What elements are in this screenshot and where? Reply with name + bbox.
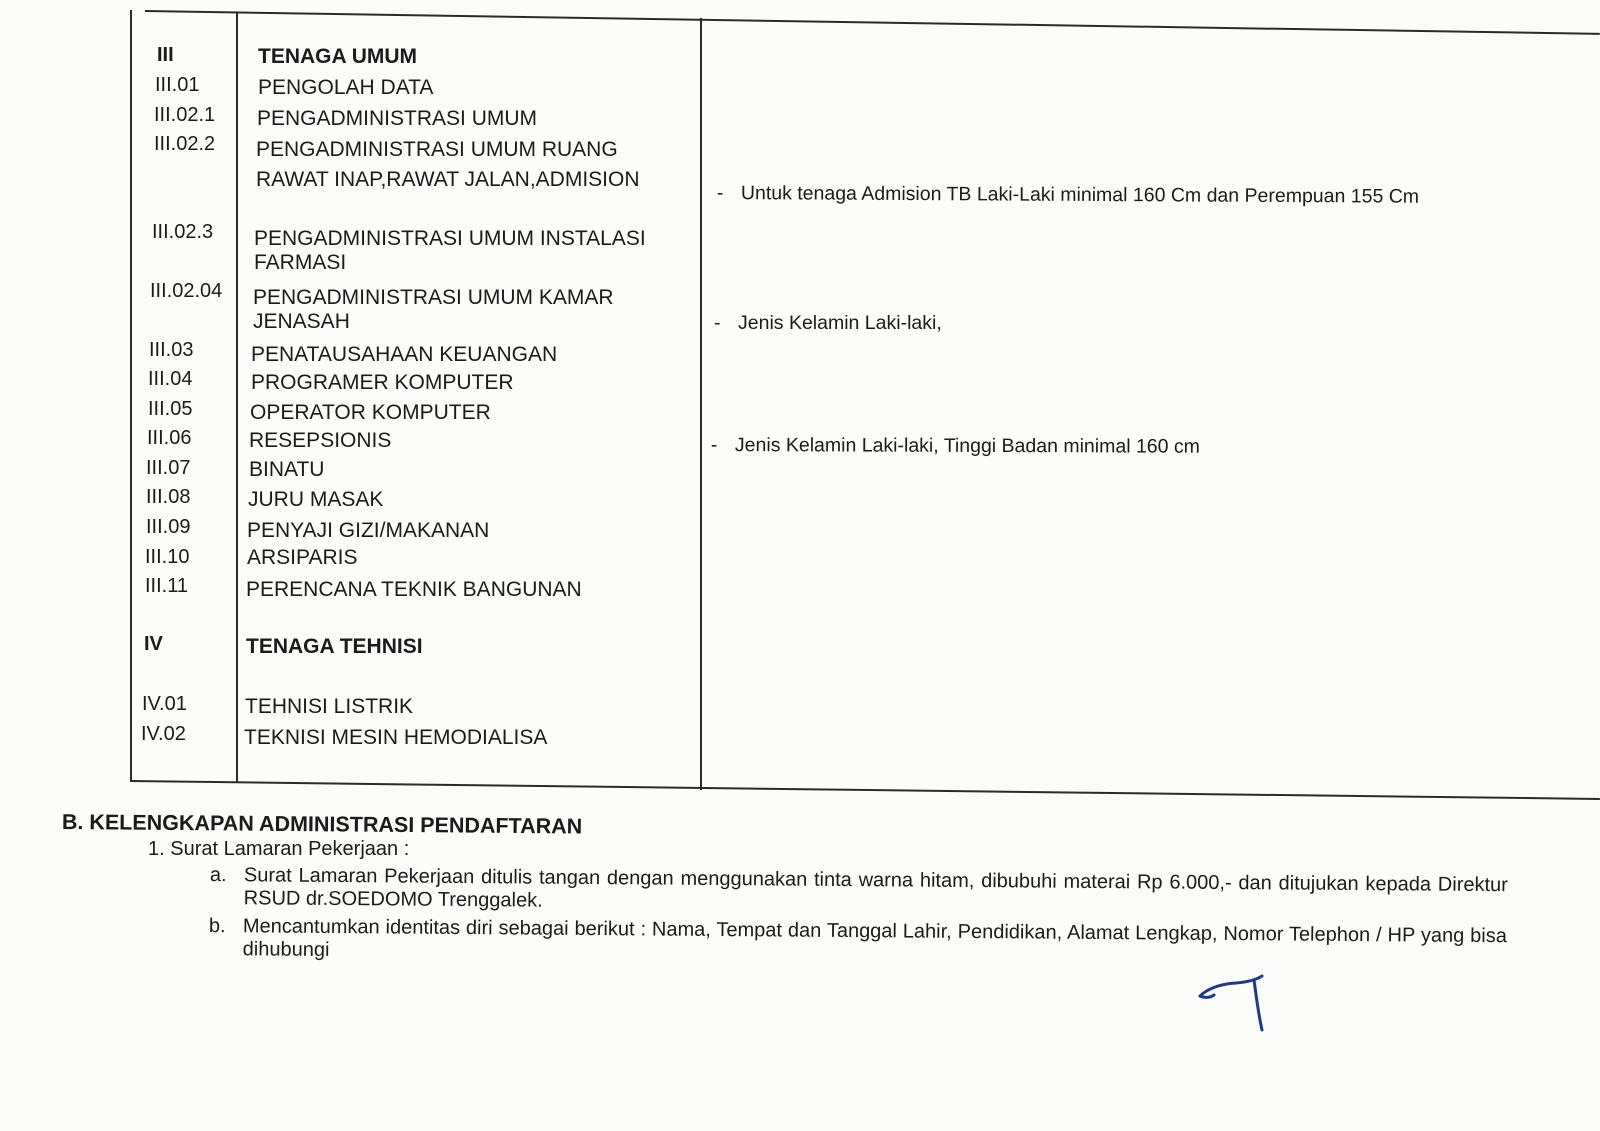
row-label: PENGADMINISTRASI UMUM INSTALASI [254, 227, 646, 250]
table-col-divider-2 [700, 18, 702, 790]
row-label: PENGOLAH DATA [258, 76, 434, 99]
row-code: III.10 [145, 546, 190, 568]
sub-item-b: b. Mencantumkan identitas diri sebagai berikut : Nama, Tempat dan Tanggal Lahir, Pendidikan, Alamat Lengkap, Nomor Telephon / HP yang bisa dihubungi [208, 915, 1507, 961]
row-code: III.03 [149, 339, 194, 361]
sub-item-a: a. Surat Lamaran Pekerjaan ditulis tangan dengan menggunakan tinta warna hitam, dibubuhi materai Rp 6.000,- dan ditujukan kepada Direktur RSUD dr.SOEDOMO Trenggalek. [209, 864, 1508, 912]
table-top-border [145, 10, 1600, 35]
row-label: PERENCANA TEKNIK BANGUNAN [246, 578, 582, 601]
section-title-iv: TENAGA TEHNISI [246, 635, 423, 658]
row-code: III.02.2 [154, 133, 216, 155]
section-b-title: B. KELENGKAPAN ADMINISTRASI PENDAFTARAN [61, 810, 583, 839]
row-code: IV.01 [142, 693, 187, 715]
table-bottom-border [130, 780, 1600, 800]
row-code: III.02.04 [150, 280, 223, 302]
row-label: BINATU [249, 458, 325, 481]
row-code: III.04 [148, 368, 193, 390]
row-label: TEHNISI LISTRIK [245, 695, 414, 718]
row-label: OPERATOR KOMPUTER [250, 401, 491, 424]
section-title-iii: TENAGA UMUM [258, 45, 418, 68]
row-label: TEKNISI MESIN HEMODIALISA [244, 726, 548, 749]
section-code-iv: IV [144, 633, 163, 655]
row-code: III.05 [148, 398, 193, 420]
row-code: III.08 [146, 486, 191, 508]
row-label: ARSIPARIS [247, 546, 358, 569]
requirement-note: - Jenis Kelamin Laki-laki, [714, 312, 942, 334]
row-code: III.01 [155, 74, 200, 96]
row-code: III.09 [146, 516, 191, 538]
table-left-border [130, 10, 132, 780]
row-label: RESEPSIONIS [249, 429, 392, 452]
row-label: JURU MASAK [248, 488, 384, 511]
section-code-iii: III [157, 44, 174, 66]
list-item-1: 1. Surat Lamaran Pekerjaan : [148, 838, 410, 860]
row-code: III.02.3 [152, 221, 214, 243]
row-label-cont: RAWAT INAP,RAWAT JALAN,ADMISION [256, 168, 640, 191]
row-code: III.02.1 [154, 104, 216, 126]
table-col-divider-1 [236, 12, 238, 782]
row-label: PROGRAMER KOMPUTER [251, 371, 514, 394]
row-code: IV.02 [141, 723, 186, 745]
handwritten-initial [1196, 968, 1276, 1036]
row-label-cont: FARMASI [254, 251, 347, 274]
row-code: III.11 [145, 575, 188, 597]
row-label: PENGADMINISTRASI UMUM [257, 107, 538, 130]
row-label: PENATAUSAHAAN KEUANGAN [251, 343, 558, 366]
requirement-note: - Untuk tenaga Admision TB Laki-Laki minimal 160 Cm dan Perempuan 155 Cm [716, 181, 1420, 208]
row-code: III.07 [146, 457, 191, 479]
row-label: PENGADMINISTRASI UMUM RUANG [256, 138, 618, 161]
row-code: III.06 [147, 427, 192, 449]
row-label: PENYAJI GIZI/MAKANAN [247, 519, 490, 542]
row-label: PENGADMINISTRASI UMUM KAMAR [253, 286, 614, 309]
row-label-cont: JENASAH [253, 310, 350, 333]
requirement-note: - Jenis Kelamin Laki-laki, Tinggi Badan minimal 160 cm [710, 434, 1200, 458]
